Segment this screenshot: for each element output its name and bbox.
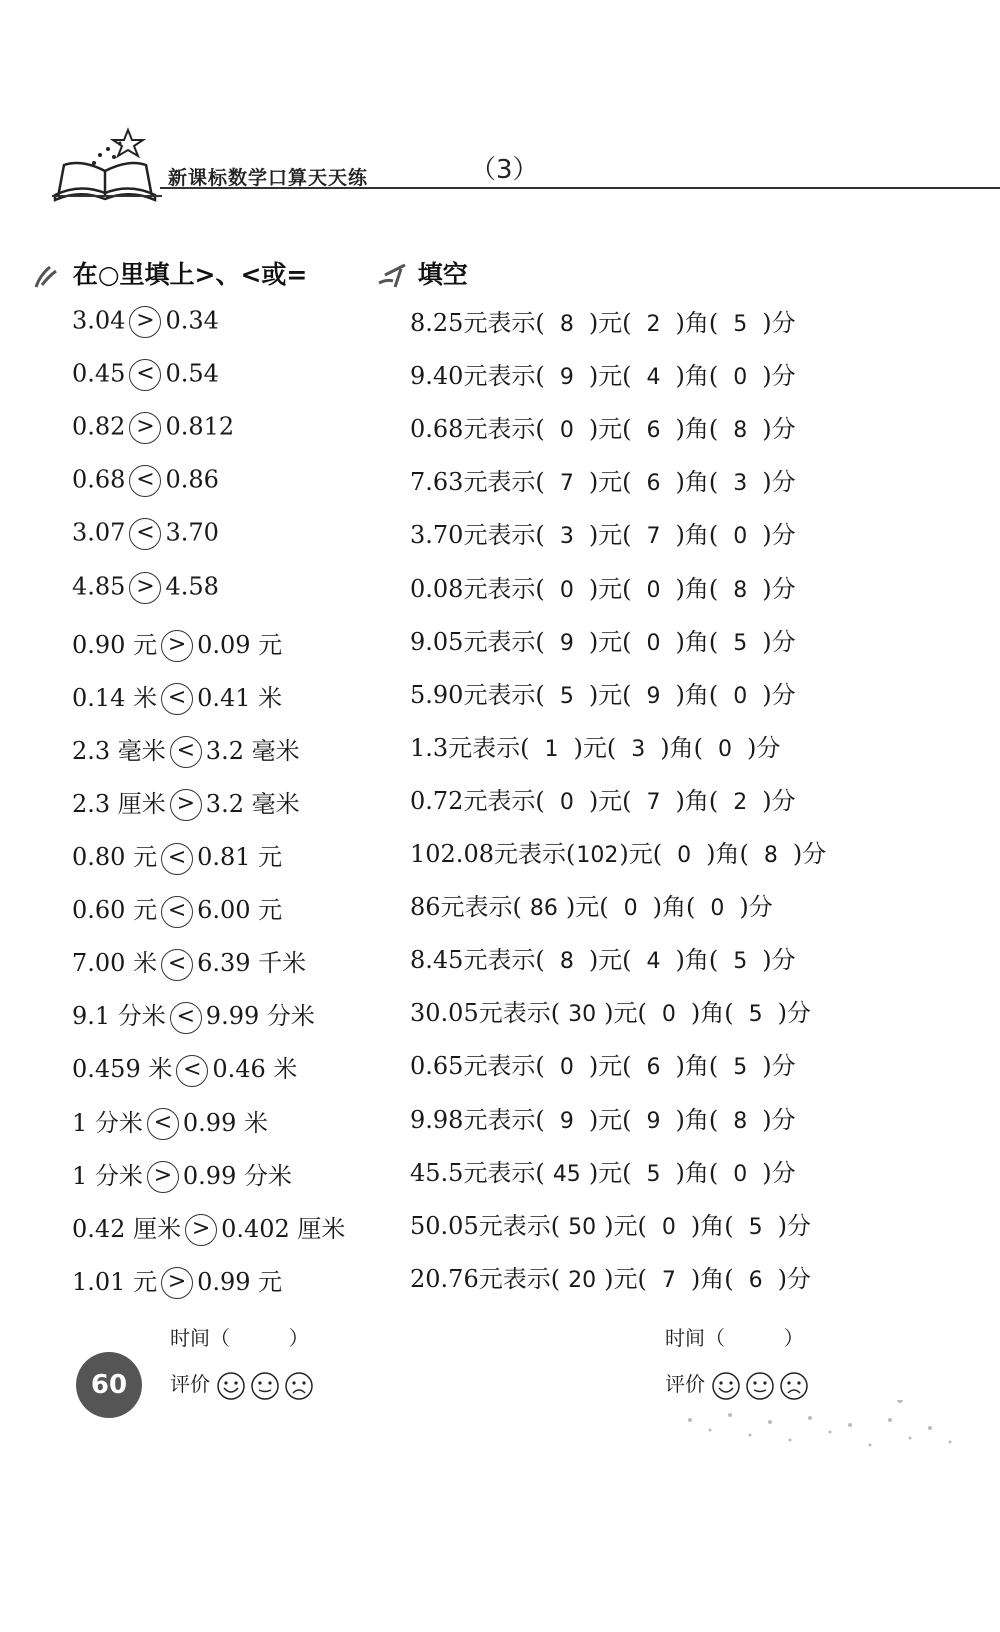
fen-word: )分 <box>762 1105 796 1134</box>
shows-word: 元表示( <box>448 733 530 762</box>
fen-answer[interactable]: 8 <box>763 843 778 868</box>
fen-word: )分 <box>762 574 796 603</box>
time-label: 时间（ <box>170 1326 230 1350</box>
jiao-answer[interactable]: 7 <box>646 524 661 550</box>
yuan-word: )元( <box>619 840 663 868</box>
right-value: 3.2 毫米 <box>205 789 300 818</box>
answer-circle[interactable]: < <box>129 465 161 497</box>
yuan-word: )元( <box>588 574 632 603</box>
fen-word: )分 <box>739 893 773 922</box>
shows-word: 元表示( <box>463 415 545 444</box>
compare-row <box>72 572 219 604</box>
jiao-answer[interactable]: 6 <box>646 1055 661 1081</box>
right-value: 0.34 <box>165 306 219 335</box>
fen-word: )分 <box>747 733 781 762</box>
fen-answer[interactable]: 0 <box>733 1161 748 1187</box>
right-value: 6.39 千米 <box>197 949 307 978</box>
yuan-answer[interactable]: 0 <box>559 418 574 444</box>
jiao-word: )角( <box>675 946 719 975</box>
jiao-word: )角( <box>675 1158 719 1187</box>
shows-word: 元表示( <box>478 1211 561 1240</box>
jiao-word: )角( <box>675 786 719 815</box>
fen-answer[interactable]: 8 <box>733 577 748 603</box>
answer-circle[interactable]: < <box>170 736 202 768</box>
shows-word: 元表示( <box>440 893 522 922</box>
left-value: 1.01 元 <box>72 1267 158 1296</box>
left-value: 2.3 厘米 <box>72 789 166 818</box>
amount: 8.45 <box>410 946 464 975</box>
yuan-answer[interactable]: 0 <box>559 577 574 603</box>
neutral-face-icon <box>250 1371 280 1401</box>
left-value: 1 分米 <box>72 1108 143 1137</box>
fen-word: )分 <box>762 680 796 709</box>
jiao-word: )角( <box>675 521 719 550</box>
compare-row <box>72 1156 292 1194</box>
fen-answer[interactable]: 5 <box>748 1214 763 1240</box>
right-value: 3.2 毫米 <box>205 736 300 765</box>
right-value: 4.58 <box>165 572 219 600</box>
jiao-word: )角( <box>675 574 719 603</box>
shows-word: 元表示( <box>463 946 545 975</box>
jiao-word: )角( <box>675 468 719 497</box>
sad-face-icon <box>779 1371 809 1401</box>
yuan-answer[interactable]: 50 <box>568 1214 597 1240</box>
fen-word: )分 <box>777 1211 811 1240</box>
left-value: 1 分米 <box>72 1161 143 1190</box>
compare-row <box>72 625 282 663</box>
shows-word: 元表示( <box>493 840 576 868</box>
fill-row <box>410 834 826 869</box>
shows-word: 元表示( <box>463 309 545 337</box>
yuan-word: )元( <box>588 1105 632 1134</box>
yuan-answer[interactable]: 9 <box>559 630 574 656</box>
left-value: 0.459 米 <box>72 1055 173 1084</box>
amount: 0.65 <box>410 1052 464 1081</box>
open-book-star-icon <box>50 125 160 210</box>
left-value: 2.3 毫米 <box>72 736 166 765</box>
pencil-mark-icon <box>375 261 409 291</box>
fen-word: )分 <box>792 840 827 868</box>
yuan-word: )元( <box>604 1264 647 1293</box>
compare-row <box>72 943 306 981</box>
yuan-answer[interactable]: 7 <box>559 471 574 497</box>
fen-word: )分 <box>762 627 796 656</box>
left-value: 0.82 <box>72 412 126 441</box>
right-value: 0.41 米 <box>197 683 283 712</box>
fill-row <box>410 675 796 710</box>
compare-row <box>72 837 282 875</box>
jiao-answer[interactable]: 2 <box>646 312 661 337</box>
shows-word: 元表示( <box>463 627 545 656</box>
fill-row <box>410 622 796 657</box>
compare-row <box>72 465 219 497</box>
right-value: 0.812 <box>165 412 235 441</box>
fill-row <box>410 993 811 1028</box>
jiao-answer[interactable]: 6 <box>646 471 661 497</box>
jiao-answer[interactable]: 0 <box>646 577 661 603</box>
left-value: 0.60 元 <box>72 896 158 925</box>
answer-circle[interactable]: < <box>129 518 161 550</box>
amount: 102.08 <box>410 840 494 868</box>
yuan-word: )元( <box>588 627 632 656</box>
fill-row <box>410 1259 811 1294</box>
left-value: 0.45 <box>72 359 126 388</box>
yuan-answer[interactable]: 0 <box>559 1055 574 1081</box>
smile-face-icon <box>216 1371 246 1401</box>
amount: 0.08 <box>410 574 464 603</box>
shows-word: 元表示( <box>463 468 545 497</box>
sad-face-icon <box>284 1371 314 1401</box>
neutral-face-icon <box>745 1371 775 1401</box>
right-value: 6.00 元 <box>197 896 283 925</box>
jiao-word: )角( <box>706 840 749 868</box>
jiao-answer[interactable]: 9 <box>646 683 661 709</box>
compare-row <box>72 996 315 1034</box>
yuan-answer[interactable]: 5 <box>559 683 574 709</box>
yuan-word: )元( <box>588 786 632 815</box>
right-value: 0.46 米 <box>212 1055 298 1084</box>
right-value: 9.99 分米 <box>205 1002 315 1031</box>
amount: 5.90 <box>410 680 464 709</box>
amount: 1.3 <box>410 733 449 762</box>
fen-answer[interactable]: 5 <box>733 630 748 656</box>
amount: 3.70 <box>410 521 464 550</box>
shows-word: 元表示( <box>463 680 545 709</box>
compare-section-heading <box>30 255 307 291</box>
amount: 9.05 <box>410 627 464 656</box>
answer-circle[interactable]: < <box>161 683 193 715</box>
fill-row <box>410 356 796 391</box>
jiao-word: )角( <box>690 1264 734 1293</box>
answer-circle[interactable]: < <box>129 359 161 391</box>
shows-word: 元表示( <box>463 1052 545 1081</box>
pencil-mark-icon <box>30 261 64 291</box>
rating-label: 评价 <box>170 1372 210 1396</box>
fen-word: )分 <box>762 946 796 975</box>
lesson-number: （3） <box>470 155 539 185</box>
shows-word: 元表示( <box>463 574 545 603</box>
yuan-word: )元( <box>604 999 647 1028</box>
fen-word: )分 <box>762 1158 796 1187</box>
yuan-answer[interactable]: 1 <box>544 736 559 762</box>
fill-row <box>410 1100 796 1135</box>
answer-circle[interactable]: > <box>185 1214 217 1246</box>
yuan-word: )元( <box>588 468 632 497</box>
fill-row <box>410 728 780 763</box>
shows-word: 元表示( <box>463 1105 545 1134</box>
left-value: 0.80 元 <box>72 843 158 871</box>
yuan-word: )元( <box>565 893 609 922</box>
fen-word: )分 <box>762 521 796 550</box>
jiao-answer[interactable]: 9 <box>646 1108 661 1134</box>
fen-answer[interactable]: 0 <box>733 524 748 550</box>
left-value: 3.04 <box>72 306 126 335</box>
amount: 0.72 <box>410 786 464 815</box>
answer-circle[interactable]: < <box>161 843 193 875</box>
answer-circle[interactable]: < <box>176 1055 208 1087</box>
answer-circle[interactable]: > <box>147 1161 179 1193</box>
answer-circle[interactable]: < <box>147 1108 179 1140</box>
right-value: 0.99 米 <box>182 1108 268 1137</box>
right-value: 0.86 <box>165 465 219 494</box>
compare-row <box>72 359 219 391</box>
fen-word: )分 <box>762 786 796 815</box>
compare-row <box>72 518 219 550</box>
jiao-word: )角( <box>675 415 719 444</box>
fill-row <box>410 303 796 338</box>
fill-section-heading <box>375 255 468 291</box>
fill-row <box>410 462 796 497</box>
amount: 9.98 <box>410 1105 464 1134</box>
compare-heading-text: 在○里填上>、<或= <box>72 260 308 289</box>
time-close: ） <box>783 1326 804 1350</box>
left-value: 4.85 <box>72 572 126 600</box>
answer-circle[interactable]: < <box>170 1002 202 1034</box>
answer-circle[interactable]: > <box>161 630 193 662</box>
yuan-word: )元( <box>588 1158 632 1187</box>
compare-row <box>72 412 234 444</box>
left-value: 0.14 米 <box>72 683 158 712</box>
fill-row <box>410 940 796 975</box>
right-value: 0.09 元 <box>197 630 283 659</box>
compare-row <box>72 1049 297 1087</box>
shows-word: 元表示( <box>463 521 545 550</box>
left-value: 0.42 厘米 <box>72 1214 182 1243</box>
fen-answer[interactable]: 0 <box>718 736 733 762</box>
answer-circle[interactable]: > <box>129 572 161 604</box>
yuan-answer[interactable]: 3 <box>559 524 574 550</box>
left-value: 9.1 分米 <box>72 1002 166 1031</box>
time-close: ） <box>288 1326 309 1350</box>
fill-row <box>410 569 796 604</box>
jiao-answer[interactable]: 0 <box>646 630 661 656</box>
yuan-answer[interactable]: 45 <box>552 1161 581 1187</box>
jiao-word: )角( <box>652 893 696 922</box>
amount: 7.63 <box>410 468 464 497</box>
amount: 20.76 <box>410 1264 479 1293</box>
jiao-word: )角( <box>675 627 719 656</box>
fen-answer[interactable]: 8 <box>733 1108 748 1134</box>
amount: 50.05 <box>410 1211 479 1240</box>
fen-answer[interactable]: 5 <box>733 1055 748 1081</box>
yuan-answer[interactable]: 9 <box>559 365 574 391</box>
yuan-word: )元( <box>588 946 632 975</box>
header-rule <box>160 187 1000 189</box>
page-header <box>40 125 980 215</box>
fen-word: )分 <box>762 468 796 497</box>
yuan-answer[interactable]: 8 <box>559 312 574 337</box>
fen-word: )分 <box>777 1264 811 1293</box>
jiao-answer[interactable]: 5 <box>646 1161 661 1187</box>
shows-word: 元表示( <box>463 786 545 815</box>
jiao-word: )角( <box>675 362 719 391</box>
fill-row <box>410 1206 811 1241</box>
amount: 9.40 <box>410 362 464 391</box>
jiao-word: )角( <box>675 1052 719 1081</box>
yuan-answer[interactable]: 0 <box>559 789 574 815</box>
fen-answer[interactable]: 2 <box>733 789 748 815</box>
page-number: 60 <box>76 1352 142 1418</box>
jiao-answer[interactable]: 0 <box>661 1002 676 1028</box>
yuan-word: )元( <box>588 415 632 444</box>
footer-left <box>170 1315 318 1407</box>
amount: 30.05 <box>410 999 479 1028</box>
left-value: 0.68 <box>72 465 126 494</box>
fill-row <box>410 887 773 922</box>
fen-answer[interactable]: 0 <box>710 896 725 922</box>
answer-circle[interactable]: > <box>129 306 161 338</box>
jiao-word: )角( <box>660 733 704 762</box>
right-value: 0.99 分米 <box>182 1161 292 1190</box>
fen-answer[interactable]: 8 <box>733 418 748 444</box>
fen-word: )分 <box>777 999 811 1028</box>
shows-word: 元表示( <box>478 1264 561 1293</box>
header-rule <box>52 195 162 197</box>
footer-right <box>665 1315 813 1407</box>
fen-word: )分 <box>762 309 796 337</box>
jiao-word: )角( <box>675 1105 719 1134</box>
amount: 45.5 <box>410 1158 464 1187</box>
fen-answer[interactable]: 3 <box>733 471 748 497</box>
fill-heading-text: 填空 <box>417 260 468 289</box>
yuan-word: )元( <box>588 1052 632 1081</box>
jiao-answer[interactable]: 0 <box>661 1214 676 1240</box>
compare-row <box>72 784 300 822</box>
answer-circle[interactable]: < <box>161 949 193 981</box>
decorative-speckle <box>670 1400 970 1500</box>
time-label: 时间（ <box>665 1326 725 1350</box>
answer-circle[interactable]: > <box>170 789 202 821</box>
fen-answer[interactable]: 5 <box>733 312 748 337</box>
compare-row <box>72 1262 282 1300</box>
yuan-word: )元( <box>588 521 632 550</box>
smile-face-icon <box>711 1371 741 1401</box>
jiao-answer[interactable]: 0 <box>623 896 638 922</box>
fen-word: )分 <box>762 415 796 444</box>
shows-word: 元表示( <box>463 1158 545 1187</box>
fen-word: )分 <box>762 362 796 391</box>
yuan-answer[interactable]: 102 <box>576 843 619 868</box>
fill-row <box>410 1046 796 1081</box>
jiao-answer[interactable]: 4 <box>646 365 661 391</box>
shows-word: 元表示( <box>478 999 561 1028</box>
jiao-answer[interactable]: 0 <box>677 843 692 868</box>
compare-row <box>72 890 282 928</box>
right-value: 0.99 元 <box>197 1267 283 1296</box>
compare-row <box>72 306 219 338</box>
left-value: 0.90 元 <box>72 630 158 659</box>
compare-row <box>72 1209 345 1247</box>
jiao-word: )角( <box>675 680 719 709</box>
jiao-answer[interactable]: 3 <box>631 736 646 762</box>
right-value: 0.54 <box>165 359 219 388</box>
jiao-word: )角( <box>675 309 719 337</box>
right-value: 3.70 <box>165 518 219 547</box>
answer-circle[interactable]: < <box>161 896 193 928</box>
jiao-answer[interactable]: 4 <box>646 949 661 975</box>
yuan-answer[interactable]: 8 <box>559 949 574 975</box>
amount: 86 <box>410 893 441 922</box>
right-value: 0.81 元 <box>197 843 283 871</box>
yuan-answer[interactable]: 9 <box>559 1108 574 1134</box>
rating-label: 评价 <box>665 1372 705 1396</box>
fill-row <box>410 409 796 444</box>
yuan-answer[interactable]: 86 <box>529 896 558 922</box>
yuan-answer[interactable]: 20 <box>568 1267 597 1293</box>
amount: 0.68 <box>410 415 464 444</box>
fen-answer[interactable]: 5 <box>748 1002 763 1028</box>
fen-answer[interactable]: 6 <box>748 1267 763 1293</box>
fen-answer[interactable]: 0 <box>733 683 748 709</box>
fill-row <box>410 1153 796 1188</box>
yuan-word: )元( <box>588 309 632 337</box>
jiao-answer[interactable]: 7 <box>646 789 661 815</box>
amount: 8.25 <box>410 309 464 337</box>
jiao-answer[interactable]: 6 <box>646 418 661 444</box>
yuan-word: )元( <box>588 680 632 709</box>
yuan-word: )元( <box>604 1211 647 1240</box>
yuan-word: )元( <box>573 733 617 762</box>
answer-circle[interactable]: > <box>161 1267 193 1299</box>
yuan-answer[interactable]: 30 <box>568 1002 597 1028</box>
jiao-word: )角( <box>690 999 734 1028</box>
right-value: 0.402 厘米 <box>221 1214 346 1243</box>
compare-row <box>72 678 282 716</box>
compare-row <box>72 1103 268 1141</box>
fen-answer[interactable]: 0 <box>733 365 748 391</box>
left-value: 3.07 <box>72 518 126 547</box>
shows-word: 元表示( <box>463 362 545 391</box>
fill-row <box>410 515 796 550</box>
left-value: 7.00 米 <box>72 949 158 978</box>
jiao-word: )角( <box>690 1211 734 1240</box>
compare-row <box>72 731 300 769</box>
jiao-answer[interactable]: 7 <box>661 1267 676 1293</box>
answer-circle[interactable]: > <box>129 412 161 444</box>
fill-row <box>410 781 796 816</box>
fen-word: )分 <box>762 1052 796 1081</box>
yuan-word: )元( <box>588 362 632 391</box>
fen-answer[interactable]: 5 <box>733 949 748 975</box>
series-title: 新课标数学口算天天练 <box>168 167 369 189</box>
